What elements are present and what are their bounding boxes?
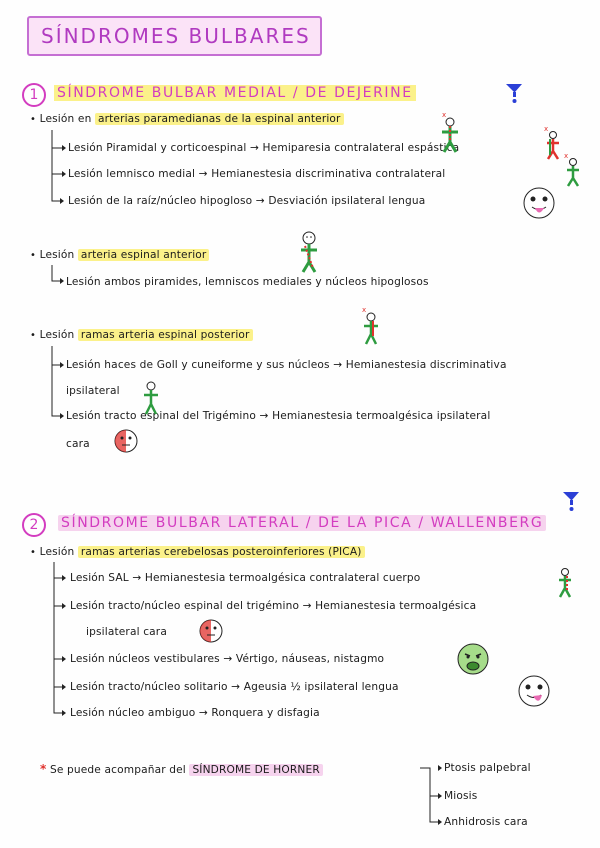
svg-text:x: x	[544, 125, 549, 133]
list-item: Miosis	[444, 790, 478, 802]
funnel-icon	[562, 490, 580, 512]
funnel-icon	[505, 82, 523, 104]
tongue-face-icon	[522, 186, 556, 220]
s1g1-line: • Lesión en arterias paramedianas de la espinal anterior	[30, 113, 344, 125]
stick-figure-icon	[436, 110, 464, 154]
nauseous-face-icon	[456, 642, 490, 676]
stick-figure-icon	[542, 125, 564, 161]
stick-figure-icon	[140, 378, 162, 416]
list-item: Lesión de la raíz/núcleo hipogloso → Desviación ipsilateral lengua	[68, 195, 426, 207]
section2-heading: SÍNDROME BULBAR LATERAL / DE LA PICA / WALLENBERG	[58, 515, 546, 531]
section1-number: 1	[22, 83, 46, 107]
list-item: Lesión núcleo ambiguo → Ronquera y disfagia	[70, 707, 320, 719]
stick-figure-icon	[296, 230, 322, 274]
s1g2-line: • Lesión arteria espinal anterior	[30, 249, 209, 261]
svg-text:x: x	[442, 111, 447, 119]
svg-text:x: x	[362, 306, 367, 314]
s2g1-line: • Lesión ramas arterias cerebelosas posteroinferiores (PICA)	[30, 546, 365, 558]
list-item: Lesión SAL → Hemianestesia termoalgésica contralateral cuerpo	[70, 572, 421, 584]
list-item: ipsilateral	[66, 385, 120, 397]
half-face-icon	[113, 428, 139, 454]
s1g3-line: • Lesión ramas arteria espinal posterior	[30, 329, 253, 341]
list-item: Lesión ambos piramides, lemniscos mediales y núcleos hipoglosos	[66, 276, 429, 288]
list-item: Lesión tracto/núcleo espinal del trigémino → Hemianestesia termoalgésica	[70, 600, 477, 612]
section1-heading: SÍNDROME BULBAR MEDIAL / DE DEJERINE	[54, 85, 416, 101]
horner-highlight: SÍNDROME DE HORNER	[189, 764, 322, 776]
list-item: Ptosis palpebral	[444, 762, 531, 774]
list-item: cara	[66, 438, 90, 450]
list-item: Lesión haces de Goll y cuneiforme y sus núcleos → Hemianestesia discriminativa	[66, 359, 507, 371]
stick-figure-icon	[562, 152, 584, 188]
s1g2-highlight: arteria espinal anterior	[78, 249, 210, 261]
section2-number: 2	[22, 513, 46, 537]
half-face-icon	[198, 618, 224, 644]
s2g1-highlight: ramas arterias cerebelosas posteroinferiores (PICA)	[78, 546, 365, 558]
svg-text:x: x	[564, 152, 569, 160]
page-title: SÍNDROMES BULBARES	[41, 24, 311, 48]
list-item: Lesión tracto/núcleo solitario → Ageusia ½ ipsilateral lengua	[70, 681, 399, 693]
list-item: Anhidrosis cara	[444, 816, 528, 828]
s1g3-highlight: ramas arteria espinal posterior	[78, 329, 253, 341]
list-item: ipsilateral cara	[86, 626, 167, 638]
list-item: Lesión lemnisco medial → Hemianestesia discriminativa contralateral	[68, 168, 446, 180]
list-item: Lesión núcleos vestibulares → Vértigo, náuseas, nistagmo	[70, 653, 385, 665]
stick-figure-icon	[554, 564, 576, 600]
stick-figure-icon	[360, 306, 382, 346]
horner-line: * Se puede acompañar del SÍNDROME DE HORNER	[40, 762, 323, 776]
list-item: Lesión Piramidal y corticoespinal → Hemiparesia contralateral espástica	[68, 142, 460, 154]
tongue-face-icon	[517, 674, 551, 708]
star-icon: *	[40, 762, 47, 776]
s1g1-highlight: arterias paramedianas de la espinal anterior	[95, 113, 344, 125]
list-item: Lesión tracto espinal del Trigémino → Hemianestesia termoalgésica ipsilateral	[66, 410, 491, 422]
